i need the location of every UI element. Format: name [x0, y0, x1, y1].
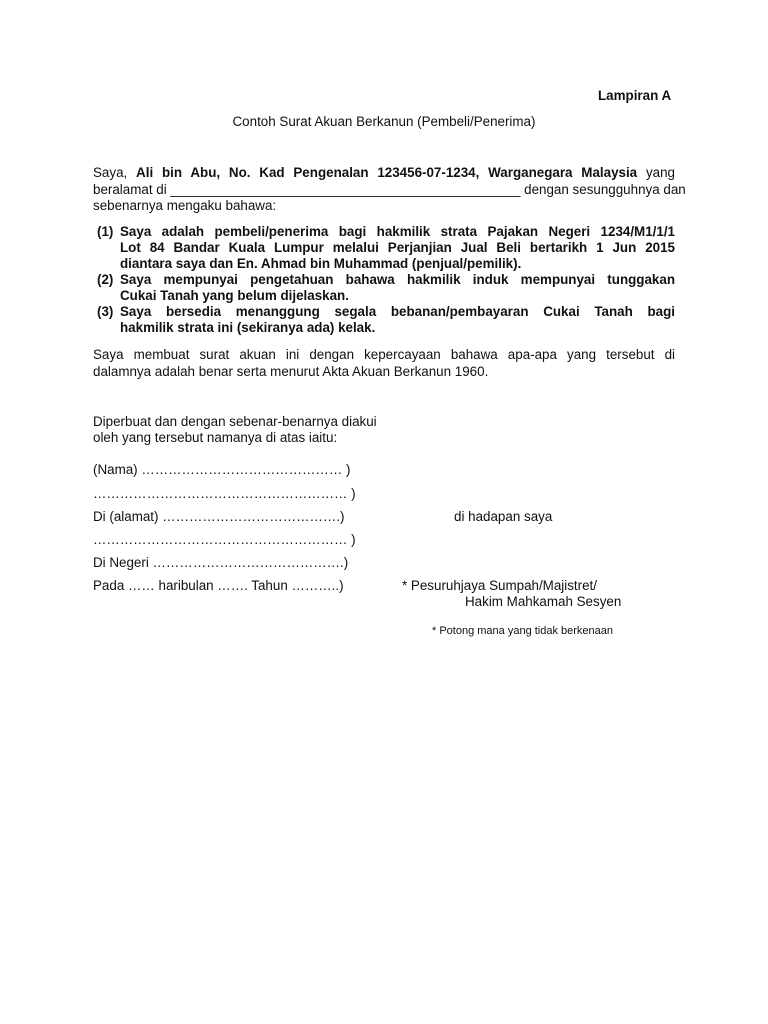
name-line: (Nama) ……………………………………… )	[93, 462, 351, 477]
officer-title: * Pesuruhjaya Sumpah/Majistret/	[402, 578, 598, 593]
before-me-text: di hadapan saya	[454, 509, 553, 524]
item-line: diantara saya dan En. Ahmad bin Muhammad (penjual/pemilik).	[120, 256, 522, 271]
item-line: Saya mempunyai pengetahuan bahawa hakmilik induk mempunyai tunggakan	[120, 272, 675, 287]
footnote: * Potong mana yang tidak berkenaan	[432, 625, 614, 637]
date-line: Pada …… haribulan ……. Tahun ………..)	[93, 578, 344, 593]
declaration-list	[97, 224, 675, 336]
blank-line: ………………………………………………… )	[93, 486, 356, 501]
document-title: Contoh Surat Akuan Berkanun (Pembeli/Penerima)	[232, 114, 536, 129]
item-number: (1)	[97, 224, 114, 239]
intro-line: beralamat di _______________________________________________ dengan sesungguhnya dan	[93, 181, 686, 197]
closing-line: Saya membuat surat akuan ini dengan kepercayaan bahawa apa-apa yang tersebut di	[93, 347, 675, 362]
address-line: Di (alamat) ………………………………….)	[93, 509, 345, 524]
item-number: (2)	[97, 272, 114, 287]
state-line: Di Negeri …………………………………….)	[93, 555, 349, 570]
intro-line	[93, 165, 675, 182]
list-item	[97, 304, 675, 336]
item-line: Cukai Tanah yang belum dijelaskan.	[120, 288, 349, 303]
item-line: hakmilik strata ini (sekiranya ada) kelak.	[120, 320, 376, 335]
intro-prefix: Saya,	[93, 165, 137, 180]
annex-label: Lampiran A	[598, 88, 672, 103]
intro-suffix: yang	[637, 165, 675, 180]
declarant-details: Ali bin Abu, No. Kad Pengenalan 123456-07-1234, Warganegara Malaysia	[136, 165, 638, 180]
item-number: (3)	[97, 304, 114, 319]
intro-line: sebenarnya mengaku bahawa:	[93, 198, 277, 213]
list-item	[97, 272, 675, 304]
item-line: Lot 84 Bandar Kuala Lumpur melalui Perjanjian Jual Beli bertarikh 1 Jun 2015	[120, 240, 675, 255]
closing-line: dalamnya adalah benar serta menurut Akta Akuan Berkanun 1960.	[93, 363, 489, 379]
item-line: Saya adalah pembeli/penerima bagi hakmilik strata Pajakan Negeri 1234/M1/1/1	[120, 224, 675, 239]
attestation-line: Diperbuat dan dengan sebenar-benarnya diakui	[93, 414, 377, 429]
intro-paragraph	[93, 165, 686, 215]
attestation-line: oleh yang tersebut namanya di atas iaitu:	[93, 430, 338, 445]
list-item	[97, 224, 675, 272]
item-line: Saya bersedia menanggung segala bebanan/pembayaran Cukai Tanah bagi	[120, 304, 675, 319]
blank-line: ………………………………………………… )	[93, 532, 356, 547]
officer-title: Hakim Mahkamah Sesyen	[465, 594, 622, 609]
closing-paragraph	[93, 347, 675, 380]
